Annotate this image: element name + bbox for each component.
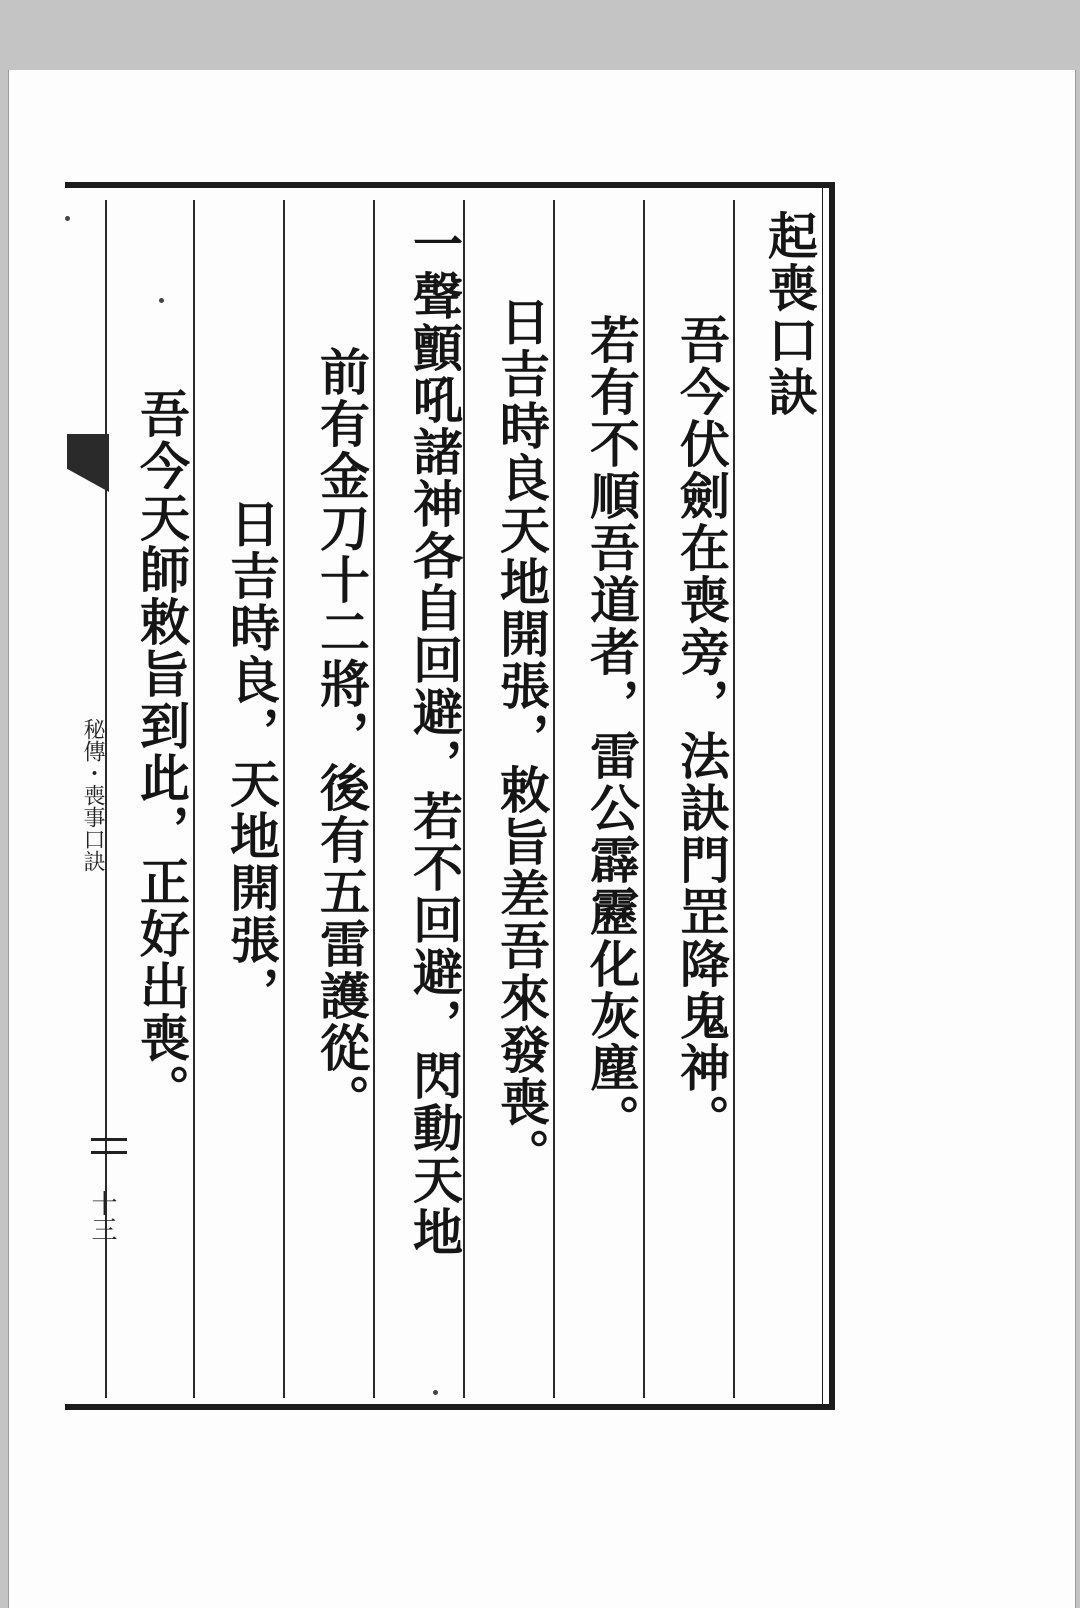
book-page — [8, 70, 1076, 1608]
column-rule — [193, 200, 195, 1398]
text-column-2: 若有不順吾道者，雷公霹靂化灰塵。 — [582, 314, 641, 1146]
page-number: 十三 — [87, 1190, 117, 1242]
ink-speck — [159, 298, 164, 303]
text-frame — [65, 182, 835, 1410]
page-title: 起喪口訣 — [760, 210, 819, 418]
ink-speck — [65, 216, 70, 221]
column-rule — [733, 200, 735, 1398]
margin-label: 秘傳・喪事口訣 — [80, 718, 105, 872]
text-column-6: 日吉時良，天地開張， — [222, 498, 281, 1018]
text-column-7: 吾今天師敕旨到此，正好出喪。 — [132, 388, 191, 1116]
text-column-5: 前有金刀十二將，後有五雷護從。 — [312, 346, 371, 1126]
text-column-4: 一聲顫吼諸神各自回避，若不回避，閃動天地 — [405, 218, 464, 1258]
column-rule — [553, 200, 555, 1398]
text-column-3: 日吉時良天地開張，敕旨差吾來發喪。 — [492, 296, 551, 1180]
column-rule — [643, 200, 645, 1398]
column-rule — [283, 200, 285, 1398]
margin-double-bar — [91, 1138, 127, 1154]
ink-speck — [433, 1390, 438, 1395]
frame-inner-line — [822, 188, 823, 1404]
column-rule — [373, 200, 375, 1398]
text-column-1: 吾今伏劍在喪旁，法訣門罡降鬼神。 — [672, 314, 731, 1146]
